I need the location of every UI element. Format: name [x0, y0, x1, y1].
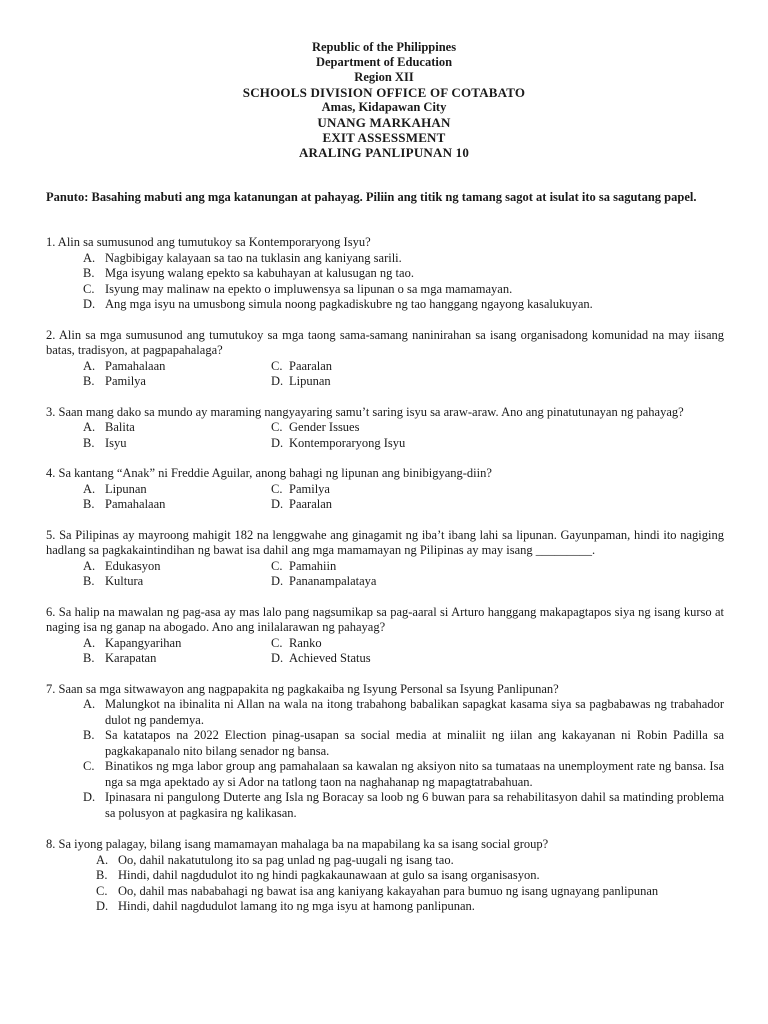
option-text: Paaralan: [289, 497, 333, 511]
option-text: Pamahalaan: [105, 497, 166, 511]
option-6b: [83, 651, 271, 667]
option-text: Binatikos ng mga labor group ang pamahalaan sa kawalan ng aksiyon nito sa tumataas na unemployment rate ng bansa. Isa nga sa mga apektado ay si Ador na tatlong taon na naghahanap ng mapagtatrabahuan.: [105, 759, 724, 789]
option-letter: B.: [83, 266, 95, 280]
option-text: Edukasyon: [105, 558, 161, 573]
option-text: Pamilya: [105, 374, 146, 388]
question-4-stem: 4. Sa kantang “Anak” ni Freddie Aguilar, anong bahagi ng lipunan ang binibigyang-diin?: [46, 466, 492, 480]
option-8a: [46, 853, 724, 869]
question-6-stem: 6. Sa halip na mawalan ng pag-asa ay mas lalo pang nagsumikap sa pag-aaral si Arturo hanggang makapagtapos siya ng isang kurso at naging isa ng ganap na abogado. Ano ang inilalarawan ng pahayag?: [46, 604, 724, 634]
option-letter: A.: [83, 420, 96, 434]
option-text: Lipunan: [105, 481, 147, 496]
option-letter: D.: [271, 497, 284, 511]
option-text: Ipinasara ni pangulong Duterte ang Isla ng Boracay sa loob ng 6 buwan para sa rehabilitasyon dahil sa matinding problema sa polusyon at pagkasira ng kalikasan.: [105, 790, 724, 820]
option-text: Kapangyarihan: [105, 635, 182, 650]
option-text: Oo, dahil nakatutulong ito sa pag unlad ng pag-uugali ng isang tao.: [118, 852, 454, 867]
option-5a: [83, 559, 271, 575]
option-3a: [83, 420, 271, 436]
option-letter: C.: [271, 358, 283, 373]
option-4d: [271, 497, 724, 513]
instructions: Panuto: Basahing mabuti ang mga katanungan at pahayag. Piliin ang titik ng tamang sagot at isulat ito sa sagutang papel.: [46, 190, 697, 204]
option-letter: B.: [83, 497, 95, 511]
question-4-options: [46, 482, 724, 513]
question-2-stem: 2. Alin sa mga sumusunod ang tumutukoy sa mga taong sama-samang naninirahan sa isang organisadong komunidad na may iisang batas, tradisyon, at pagpapahalaga?: [46, 327, 724, 357]
option-text: Pananampalataya: [289, 574, 377, 588]
option-2c: [271, 359, 724, 375]
question-list: [46, 235, 724, 930]
option-7a: [46, 697, 724, 728]
header-location: Amas, Kidapawan City: [321, 100, 447, 114]
option-letter: B.: [83, 574, 95, 588]
question-5-stem: 5. Sa Pilipinas ay mayroong mahigit 182 na lenggwahe ang ginagamit ng iba’t ibang lahi sa lipunan. Gayunpaman, hindi ito nagiging hadlang sa pagkakaintindihan ng bawat isa dahil ang mga mamamayan ng Pilipinas ay may isang _________.: [46, 527, 724, 557]
option-5b: [83, 574, 271, 590]
option-letter: C.: [271, 635, 283, 650]
option-text: Achieved Status: [289, 651, 371, 665]
option-text: Isyung may malinaw na epekto o impluwensya sa lipunan o sa mga mamamayan.: [105, 281, 513, 296]
option-text: Mga isyung walang epekto sa kabuhayan at kalusugan ng tao.: [105, 266, 414, 280]
question-8-options: [46, 853, 724, 915]
option-text: Kultura: [105, 574, 144, 588]
option-6d: [271, 651, 724, 667]
question-8: [46, 837, 724, 915]
option-letter: D.: [83, 790, 96, 804]
option-letter: A.: [83, 635, 96, 650]
question-8-stem: 8. Sa iyong palagay, bilang isang mamamayan mahalaga ba na mapabilang ka sa isang social group?: [46, 837, 549, 851]
option-text: Hindi, dahil nagdudulot ito ng hindi pagkakaunawaan at gulo sa isang organisasyon.: [118, 868, 540, 882]
option-2b: [83, 374, 271, 390]
option-4b: [83, 497, 271, 513]
option-letter: A.: [83, 481, 96, 496]
option-letter: A.: [96, 852, 109, 867]
header-republic: Republic of the Philippines: [311, 40, 457, 54]
option-2d: [271, 374, 724, 390]
option-3d: [271, 436, 724, 452]
option-letter: C.: [83, 759, 95, 773]
option-letter: A.: [83, 558, 96, 573]
option-3b: [83, 436, 271, 452]
option-text: Pamilya: [289, 481, 330, 496]
option-text: Balita: [105, 420, 135, 434]
option-4a: [83, 482, 271, 498]
option-text: Karapatan: [105, 651, 157, 665]
option-8c: [46, 884, 724, 900]
question-3-options: [46, 420, 724, 451]
option-1b: [46, 266, 724, 282]
option-letter: C.: [271, 558, 283, 573]
header-quarter: UNANG MARKAHAN: [317, 115, 451, 130]
option-text: Lipunan: [289, 374, 331, 388]
option-letter: A.: [83, 697, 96, 711]
option-text: Oo, dahil mas nababahagi ng bawat isa ang kaniyang kakayahan para bumuo ng isang ugnayang panlipunan: [118, 883, 659, 898]
option-text: Pamahalaan: [105, 358, 166, 373]
option-letter: D.: [271, 435, 284, 450]
question-1-stem: 1. Alin sa sumusunod ang tumutukoy sa Kontemporaryong Isyu?: [46, 235, 371, 249]
question-5-options: [46, 559, 724, 590]
question-2: [46, 328, 724, 390]
question-1-options: [46, 251, 724, 313]
option-letter: C.: [96, 883, 108, 898]
question-7-stem: 7. Saan sa mga sitwawayon ang nagpapakita ng pagkakaiba ng Isyung Personal sa Isyung Panlipunan?: [46, 681, 559, 696]
option-4c: [271, 482, 724, 498]
option-1d: [46, 297, 724, 313]
option-7b: [46, 728, 724, 759]
option-letter: D.: [83, 297, 96, 311]
option-6a: [83, 636, 271, 652]
option-letter: D.: [96, 899, 109, 913]
option-7d: [46, 790, 724, 821]
option-1a: [46, 251, 724, 267]
option-text: Kontemporaryong Isyu: [289, 435, 406, 450]
question-1: [46, 235, 724, 313]
option-8d: [46, 899, 724, 915]
option-letter: A.: [83, 358, 96, 373]
option-8b: [46, 868, 724, 884]
option-1c: [46, 282, 724, 298]
header-subject: ARALING PANLIPUNAN 10: [298, 145, 470, 160]
header-division-office: SCHOOLS DIVISION OFFICE OF COTABATO: [242, 85, 526, 100]
option-text: Isyu: [105, 435, 127, 450]
question-7: [46, 682, 724, 822]
option-text: Malungkot na ibinalita ni Allan na wala na itong trabahong babalikan sapagkat kasama siya sa pagbabawas ng trabahador dulot ng pandemya.: [105, 697, 724, 727]
option-text: Paaralan: [289, 358, 333, 373]
option-letter: B.: [83, 728, 95, 742]
option-letter: B.: [83, 651, 95, 665]
option-letter: C.: [83, 281, 95, 296]
option-text: Sa katatapos na 2022 Election pinag-usapan sa social media at minaliit ng iilan ang kakayanan ni Robin Padilla sa pagkakapanalo nito bilang senador ng bansa.: [105, 728, 724, 758]
option-letter: C.: [271, 420, 283, 434]
option-text: Gender Issues: [289, 420, 360, 434]
question-5: [46, 528, 724, 590]
option-3c: [271, 420, 724, 436]
header-region: Region XII: [354, 70, 414, 84]
question-3: [46, 405, 724, 452]
option-7c: [46, 759, 724, 790]
option-text: Nagbibigay kalayaan sa tao na tuklasin ang kaniyang sarili.: [105, 250, 402, 265]
option-text: Ranko: [289, 635, 322, 650]
document-header: [0, 40, 768, 160]
option-letter: B.: [96, 868, 108, 882]
option-letter: D.: [271, 574, 284, 588]
question-6: [46, 605, 724, 667]
question-3-stem: 3. Saan mang dako sa mundo ay maraming nangyayaring samu’t saring isyu sa araw-araw. Ano ang pinatutunayan ng pahayag?: [46, 404, 684, 419]
question-6-options: [46, 636, 724, 667]
option-text: Ang mga isyu na umusbong simula noong pagkadiskubre ng tao hanggang ngayong kasalukuyan.: [105, 297, 593, 311]
header-assessment-type: EXIT ASSESSMENT: [322, 130, 446, 145]
option-5c: [271, 559, 724, 575]
option-2a: [83, 359, 271, 375]
question-7-options: [46, 697, 724, 821]
option-letter: C.: [271, 481, 283, 496]
header-department: Department of Education: [315, 55, 453, 69]
option-5d: [271, 574, 724, 590]
question-2-options: [46, 359, 724, 390]
option-letter: D.: [271, 374, 284, 388]
option-letter: D.: [271, 651, 284, 665]
option-letter: B.: [83, 374, 95, 388]
question-4: [46, 466, 724, 513]
option-letter: B.: [83, 435, 95, 450]
option-letter: A.: [83, 250, 96, 265]
option-6c: [271, 636, 724, 652]
option-text: Hindi, dahil nagdudulot lamang ito ng mga isyu at hamong panlipunan.: [118, 899, 475, 913]
option-text: Pamahiin: [289, 558, 337, 573]
